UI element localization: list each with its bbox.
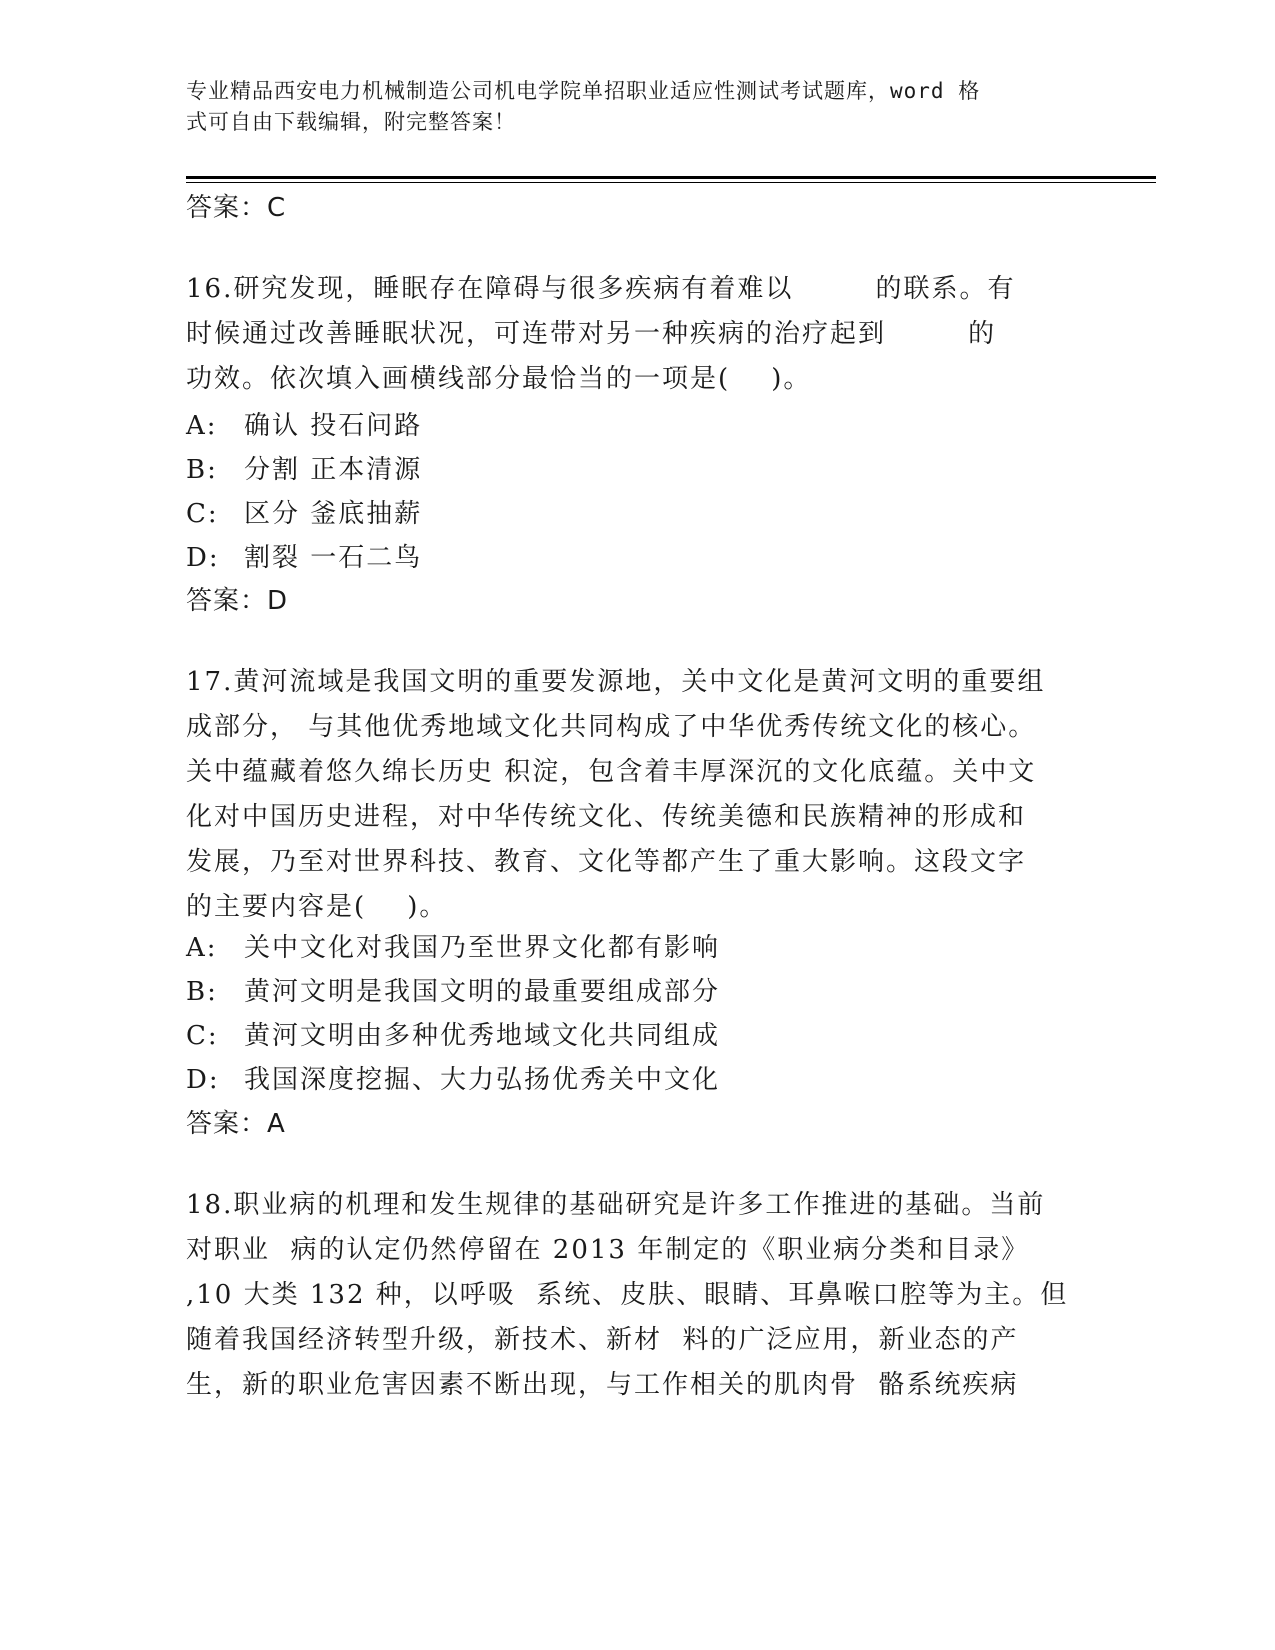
- question-line: 时候通过改善睡眠状况，可连带对另一种疾病的治疗起到 的: [186, 319, 997, 349]
- question-17: [186, 660, 1086, 930]
- header-rule-thick: [186, 176, 1156, 179]
- option-c: C: 黄河文明由多种优秀地域文化共同组成: [186, 1021, 721, 1051]
- option-d: D: 割裂 一石二鸟: [186, 543, 423, 573]
- header-line: 专业精品西安电力机械制造公司机电学院单招职业适应性测试考试题库，word 格: [186, 79, 981, 103]
- question-line: 17.黄河流域是我国文明的重要发源地，关中文化是黄河文明的重要组: [186, 667, 1046, 697]
- option-b: B: 黄河文明是我国文明的最重要组成部分: [186, 977, 721, 1007]
- header-line: 式可自由下载编辑，附完整答案！: [186, 110, 516, 134]
- option-a: A: 关中文化对我国乃至世界文化都有影响: [186, 933, 721, 963]
- header-rule-thin: [186, 182, 1156, 183]
- question-line: 发展，乃至对世界科技、教育、文化等都产生了重大影响。这段文字: [186, 847, 1027, 877]
- option-b: B: 分割 正本清源: [186, 455, 423, 485]
- question-line: 关中蕴藏着悠久绵长历史 积淀，包含着丰厚深沉的文化底蕴。关中文: [186, 757, 1037, 787]
- question-line: 生，新的职业危害因素不断出现，与工作相关的肌肉骨 骼系统疾病: [186, 1370, 1019, 1400]
- question-line: 功效。依次填入画横线部分最恰当的一项是( )。: [186, 364, 812, 394]
- answer-q15: 答案：C: [186, 193, 287, 223]
- document-header: [186, 76, 1086, 138]
- question-line: 18.职业病的机理和发生规律的基础研究是许多工作推进的基础。当前: [186, 1190, 1046, 1220]
- option-a: A: 确认 投石问路: [186, 411, 423, 441]
- question-line: 16.研究发现，睡眠存在障碍与很多疾病有着难以 的联系。有: [186, 274, 1016, 304]
- question-line: 的主要内容是( )。: [186, 892, 448, 922]
- option-c: C: 区分 釜底抽薪: [186, 499, 423, 529]
- question-line: 成部分， 与其他优秀地域文化共同构成了中华优秀传统文化的核心。: [186, 712, 1037, 742]
- question-line: 对职业 病的认定仍然停留在 2013 年制定的《职业病分类和目录》: [186, 1235, 1030, 1265]
- question-line: 化对中国历史进程，对中华传统文化、传统美德和民族精神的形成和: [186, 802, 1027, 832]
- question-18: [186, 1183, 1086, 1408]
- question-16: [186, 267, 1086, 402]
- option-d: D: 我国深度挖掘、大力弘扬优秀关中文化: [186, 1065, 721, 1095]
- answer-q16: 答案：D: [186, 586, 289, 616]
- question-line: ,10 大类 132 种，以呼吸 系统、皮肤、眼睛、耳鼻喉口腔等为主。但: [186, 1280, 1069, 1310]
- question-line: 随着我国经济转型升级，新技术、新材 料的广泛应用，新业态的产: [186, 1325, 1019, 1355]
- answer-q17: 答案：A: [186, 1109, 286, 1139]
